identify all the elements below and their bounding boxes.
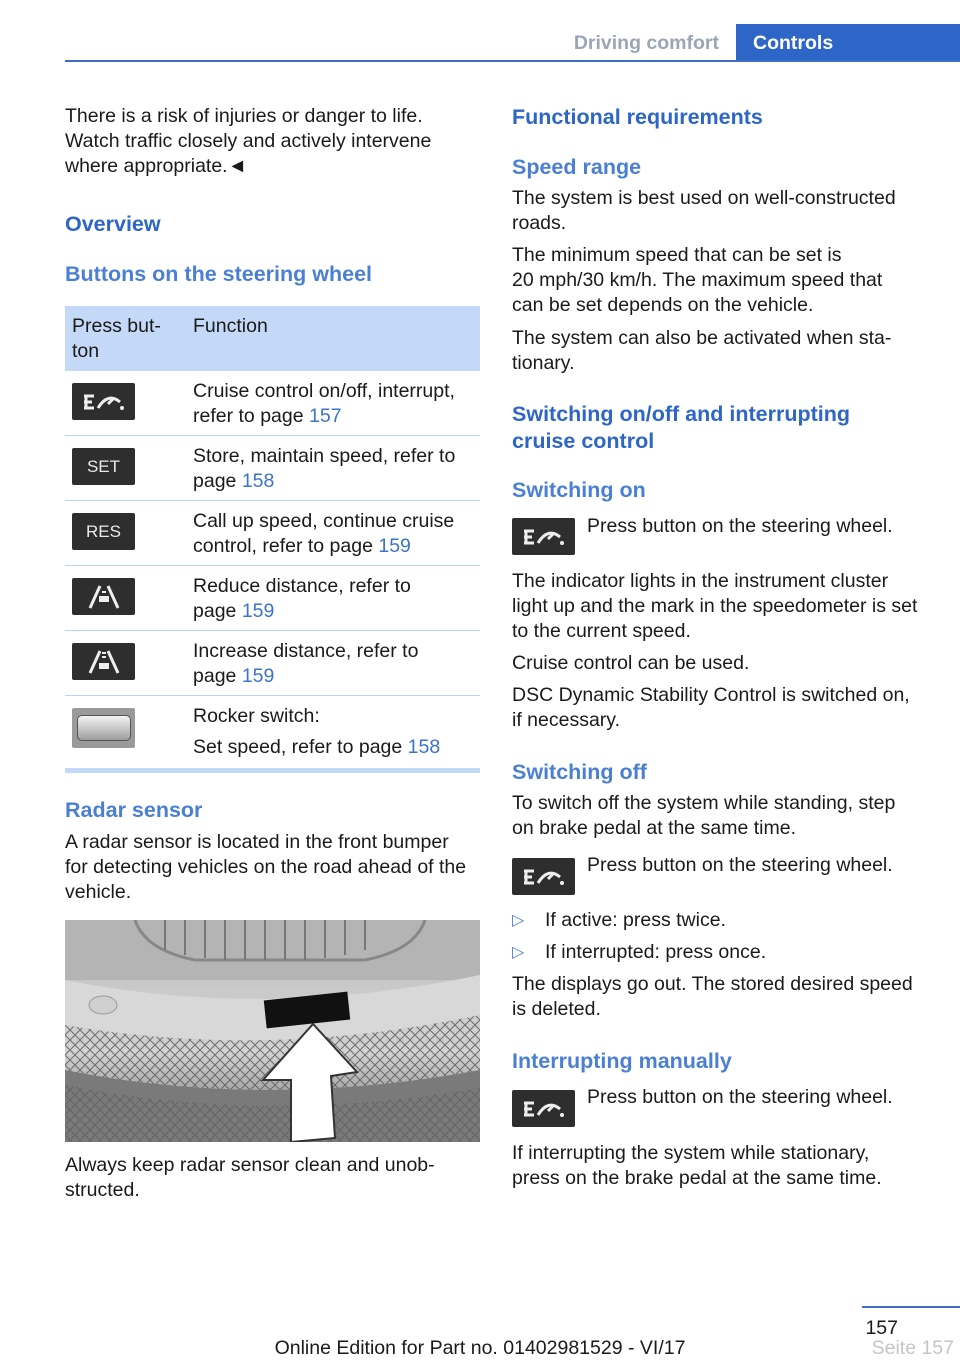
rocker-switch-icon xyxy=(72,708,135,748)
buttons-table xyxy=(65,306,480,773)
cruise-control-icon xyxy=(512,1090,575,1127)
speed-range-p1: The system is best used on well-constructed roads. xyxy=(512,187,896,234)
press-button-text: Press button on the steering wheel. xyxy=(587,854,893,876)
radar-heading: Radar sensor xyxy=(65,798,203,822)
table-row: Rocker switch: Set speed, refer to page 158 xyxy=(65,696,480,768)
cruise-control-icon xyxy=(512,518,575,555)
header-section: Driving comfort xyxy=(573,32,719,54)
switching-off-p2: The displays go out. The stored desired speed is deleted. xyxy=(512,973,913,1020)
table-end-rule xyxy=(65,768,480,773)
page-link[interactable]: 159 xyxy=(241,665,275,687)
page-link[interactable]: 159 xyxy=(378,535,411,557)
switching-on-heading: Switching on xyxy=(512,478,646,502)
footer-rule xyxy=(862,1306,960,1308)
page-number: 157 xyxy=(865,1317,898,1339)
triangle-bullet-icon: ▷ xyxy=(512,912,525,929)
radar-paragraph: A radar sensor is located in the front bumper for detecting vehicles on the road ahead of the vehicle. xyxy=(65,831,467,903)
res-button-icon: RES xyxy=(72,513,135,550)
table-row: Increase distance, refer to page 159 xyxy=(65,631,480,696)
keep-clean-paragraph: Always keep radar sensor clean and unob- structed. xyxy=(65,1154,435,1201)
speed-range-p3: The system can also be activated when sta- tionary. xyxy=(512,327,892,374)
page-link[interactable]: 157 xyxy=(309,405,342,427)
watermark: Seite 157 xyxy=(871,1337,954,1359)
overview-heading: Overview xyxy=(65,212,161,236)
interrupting-p1: If interrupting the system while stationary, press on the brake pedal at the same time. xyxy=(512,1142,882,1189)
switching-on-p1: The indicator lights in the instrument cluster light up and the mark in the speedometer is set to the current speed. xyxy=(512,570,918,642)
functional-requirements-heading: Functional requirements xyxy=(512,105,763,129)
cruise-control-icon xyxy=(72,383,135,420)
triangle-bullet-icon: ▷ xyxy=(512,944,525,961)
reduce-distance-icon xyxy=(72,578,135,615)
table-row: Cruise control on/off, interrupt, refer to page 157 xyxy=(65,371,480,436)
press-button-text: Press button on the steering wheel. xyxy=(587,515,893,537)
cruise-control-icon xyxy=(512,858,575,895)
table-row: RES Call up speed, continue cruise control, refer to page 159 xyxy=(65,501,480,566)
table-header: Press but- ton Function xyxy=(65,306,480,371)
speed-range-heading: Speed range xyxy=(512,155,642,179)
header-tab-controls: Controls xyxy=(736,24,960,62)
switching-on-p2: Cruise control can be used. xyxy=(512,652,750,674)
header-rule xyxy=(65,60,960,62)
set-button-icon: SET xyxy=(72,448,135,485)
col-header-button: Press but- xyxy=(72,315,161,337)
speed-range-p2: The minimum speed that can be set is 20 mph/30 km/h. The maximum speed that can be set depends on the vehicle. xyxy=(512,244,883,316)
footer-edition: Online Edition for Part no. 01402981529 - VI/17 xyxy=(274,1337,686,1359)
radar-sensor-photo xyxy=(65,920,480,1142)
switching-heading: Switching on/off and interrupting cruise control xyxy=(512,402,850,453)
switching-on-p3: DSC Dynamic Stability Control is switched on, if necessary. xyxy=(512,684,910,731)
intro-paragraph: There is a risk of injuries or danger to life. Watch traffic closely and actively intervene where appropriate.◄ xyxy=(65,105,432,177)
page-link[interactable]: 159 xyxy=(241,600,275,622)
increase-distance-icon xyxy=(72,643,135,680)
page-link[interactable]: 158 xyxy=(241,470,275,492)
switching-off-p1: To switch off the system while standing, step on brake pedal at the same time. xyxy=(512,792,896,839)
buttons-heading: Buttons on the steering wheel xyxy=(65,262,372,286)
table-row: Reduce distance, refer to page 159 xyxy=(65,566,480,631)
page-link[interactable]: 158 xyxy=(407,736,441,758)
switching-off-heading: Switching off xyxy=(512,760,647,784)
table-row: SET Store, maintain speed, refer to page 158 xyxy=(65,436,480,501)
interrupting-heading: Interrupting manually xyxy=(512,1049,732,1073)
col-header-function: Function xyxy=(193,315,268,337)
press-button-text: Press button on the steering wheel. xyxy=(587,1086,893,1108)
